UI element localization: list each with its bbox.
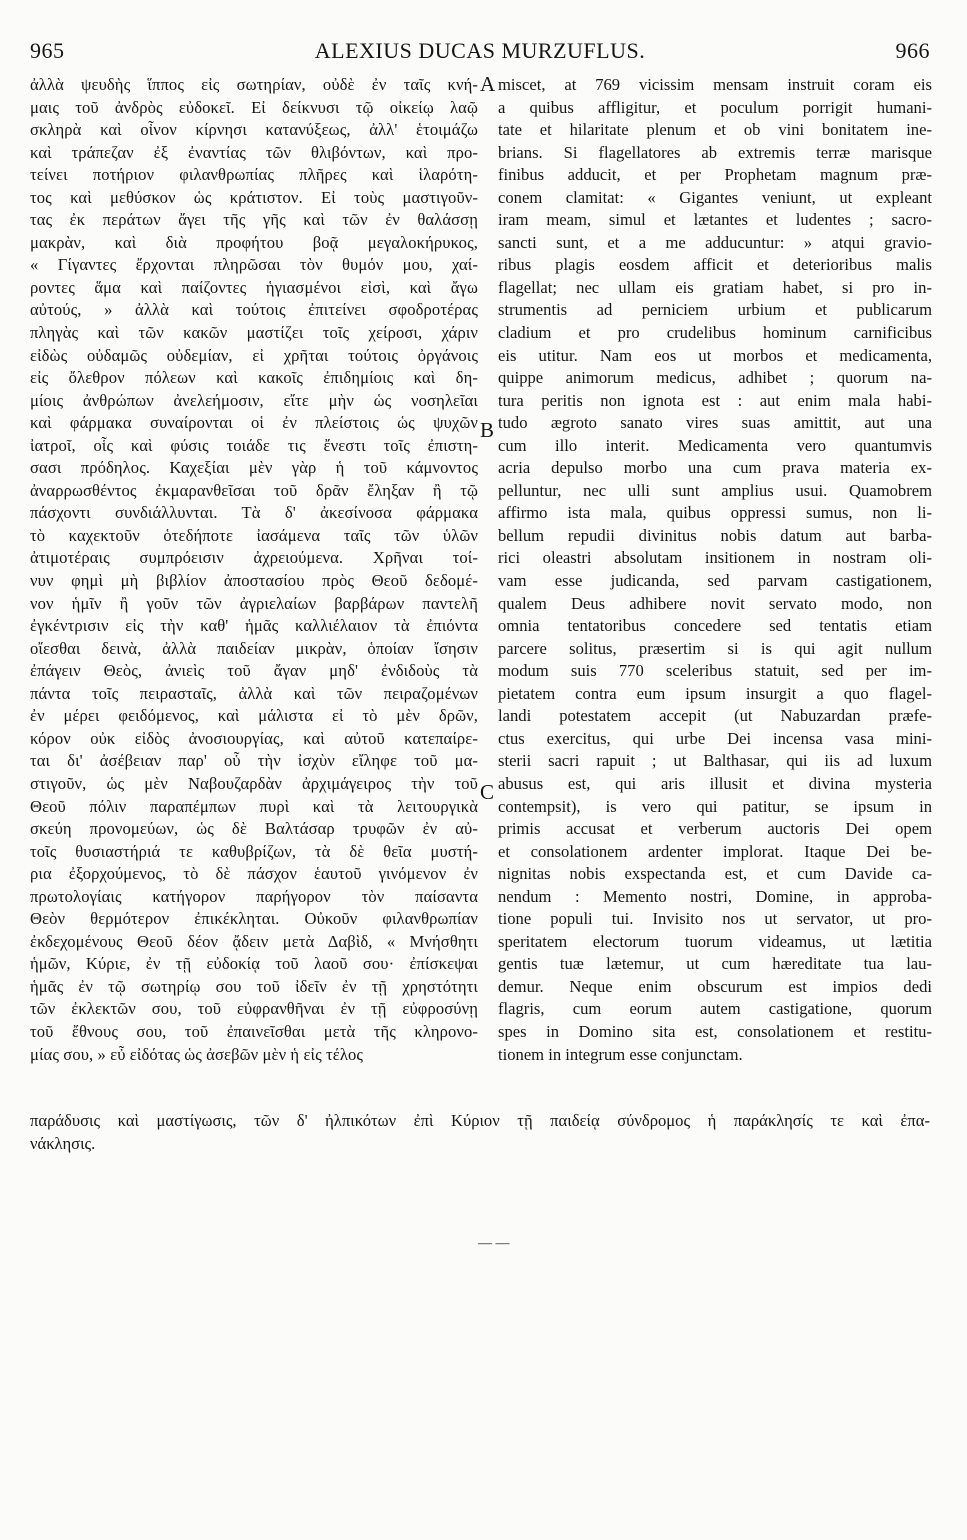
- text-line: demur. Neque enim obscurum est impios dedi: [498, 976, 932, 996]
- full-width-text: [30, 1110, 930, 1156]
- text-line: ἐκδεχομένους Θεοῦ δέον ᾄδειν μετὰ Δαβὶδ, « Μνήσθητι: [30, 931, 478, 951]
- section-marker-b: B: [480, 418, 495, 442]
- text-line: tionem in integrum esse conjunctam.: [498, 1044, 743, 1064]
- text-line: flagellat; nec ullam eis gratiam habet, si pro in-: [498, 277, 932, 297]
- text-line: τῶν ἐκλεκτῶν σου, τοῦ εὐφρανθῆναι ἐν τῇ εὐφροσύνῃ: [30, 999, 478, 1019]
- text-line: omnia tentatoribus concedere sed tentatis etiam: [498, 616, 932, 636]
- text-line: ἐν μέρει φειδόμενος, καὶ μάλιστα εἰ τὸ μὲν δρῶν,: [30, 706, 478, 726]
- text-line: Θεοῦ πόλιν παραπέμπων πυρὶ καὶ τὰ λειτουργικὰ: [30, 796, 478, 816]
- text-line: πάντα τοῖς πειρασταῖς, ἀλλὰ καὶ τῶν πειραζομένων: [30, 683, 478, 703]
- text-line: nendum : Memento nostri, Domine, in approba-: [498, 886, 932, 906]
- text-line: πάσχοντι συνδιάλλυνται. Τὰ δ' ἀκεσίνοσα φάρμακα: [30, 503, 478, 523]
- text-line: σκληρὰ καὶ οἶνον κίρνησι κατανύξεως, ἀλλ' ἑτοιμάζω: [30, 120, 478, 140]
- text-line: tudo ægroto sanato vires suas amittit, aut una: [498, 413, 932, 433]
- text-line: tione populi tui. Invisito nos ut servator, ut pro-: [498, 909, 932, 929]
- text-line: τοῦ ἔθνους σου, τοῦ ἐπαινεῖσθαι μετὰ τῆς κληρονο-: [30, 1021, 478, 1041]
- latin-column: [498, 74, 932, 1066]
- text-line: qualem Deus adhibere novit servato modo, non: [498, 593, 932, 613]
- text-line: παράδυσις καὶ μαστίγωσις, τῶν δ' ἠλπικότων ἐπὶ Κύριον τῇ παιδείᾳ σύνδρομος ἡ παράκλησίς τε καὶ ἐπα-: [30, 1111, 930, 1130]
- text-line: αὐτούς, » ἀλλὰ καὶ τούτοις ἐπιτείνει σφοδροτέρας: [30, 300, 478, 320]
- text-line: miscet, at 769 vicissim mensam instruit coram eis: [498, 75, 932, 94]
- running-title: ALEXIUS DUCAS MURZUFLUS.: [314, 38, 646, 63]
- text-line: vam esse judicanda, sed parvam castigationem,: [498, 571, 932, 591]
- text-line: κόρον οὐκ εἰδὸς ἀνοσιουργίας, καὶ αὐτοῦ κατεπαίρε-: [30, 728, 478, 748]
- text-line: Θεὸν θερμότερον ἐπικέκληται. Οὐκοῦν φιλανθρωπίαν: [30, 909, 478, 929]
- text-line: strumentis ad perniciem urbium et publicarum: [498, 300, 932, 320]
- text-line: a quibus affligitur, et poculum porrigit humani-: [498, 97, 932, 117]
- text-line: cladium et pro crudelibus hominum carnificibus: [498, 323, 932, 343]
- text-line: ἀτιμοτέραις συμπρόεισιν ἀχρειούμενα. Χρῆναι τοί-: [30, 548, 478, 568]
- text-line: flagris, cum eorum autem castigatione, quorum: [498, 999, 932, 1019]
- text-line: finibus adducit, et per Prophetam magnum præ-: [498, 165, 932, 185]
- text-line: acria depulso morbo una cum prava materia ex-: [498, 458, 932, 478]
- text-line: μαις τοῦ ἀνδρὸς εὐδοκεῖ. Εἰ δείκνυσι τῷ οἰκείῳ λαῷ: [30, 97, 478, 117]
- text-line: pelluntur, nec ulli sunt amplius usui. Quamobrem: [498, 480, 932, 500]
- text-line: rici oleastri absolutam insitionem in nostram oli-: [498, 548, 932, 568]
- text-line: τοῖς θυσιαστήριά τε καθυβρίζων, τὰ δὲ θεῖα μυστή-: [30, 841, 478, 861]
- text-line: gentis tuæ lætemur, ut cum hæreditate tua lau-: [498, 954, 932, 974]
- section-marker-c: C: [480, 780, 495, 804]
- text-line: σκεύη προνομεύων, ὡς δὲ Βαλτάσαρ τρυφῶν ἐν αὐ-: [30, 819, 478, 839]
- text-line: οἴεσθαι δεινὰ, ἀλλὰ παιδείαν μικρὰν, ὁποίαν ἴσησιν: [30, 638, 478, 658]
- text-line: πρωτολογίαις κατήγορον παρήγορον τὸν παίσαντα: [30, 886, 478, 906]
- greek-column: [30, 74, 478, 1066]
- text-line: ἡμᾶς ἐν τῷ σωτηρίῳ σου τοῦ ἰδεῖν ἐν τῇ χρηστότητι: [30, 976, 478, 996]
- text-line: ἰατροῖ, οἷς καὶ φύσις τοιάδε τις ἔνεστι τοῖς ἐπιστη-: [30, 435, 478, 455]
- text-line: τος καὶ μεθύσκον ὡς κράτιστον. Εἰ τοὺς μαστιγοῦν-: [30, 187, 478, 207]
- text-line: τας ἐκ περάτων ἄγει τῆς γῆς καὶ τῶν ἐν θαλάσσῃ: [30, 210, 478, 230]
- text-line: ἡμῶν, Κύριε, ἐν τῇ εὐδοκίᾳ τοῦ λαοῦ σου· ἐπίσκεψαι: [30, 954, 478, 974]
- text-line: eis utitur. Nam eos ut morbos et medicamenta,: [498, 345, 932, 365]
- text-line: ἐπάγειν Θεὸς, ἀνιεὶς τοῦ ἄγαν μηδ' ἐνδιδοὺς τὰ: [30, 661, 478, 681]
- text-line: primis accusat et verberum auctoris Dei opem: [498, 819, 932, 839]
- text-line: sterii sacri rapuit ; ut Balthasar, qui iis ad luxum: [498, 751, 932, 771]
- text-line: νυν φημὶ μὴ βιβλίον ἀποστασίου πρὸς Θεοῦ δεδομέ-: [30, 571, 478, 591]
- text-line: καὶ φάρμακα συναίρονται οἱ ἐν πλείστοις ὡς ψυχῶν: [30, 413, 478, 433]
- text-line: landi potestatem accepit (ut Nabuzardan præfe-: [498, 706, 932, 726]
- text-line: πληγὰς καὶ τῶν κακῶν μαστίζει τοῖς χείροσι, χάριν: [30, 323, 478, 343]
- text-line: « Γίγαντες ἔρχονται πληρῶσαι τὸν θυμόν μου, χαί-: [30, 255, 478, 275]
- text-line: sancti sunt, et a me adducuntur: » atqui gravio-: [498, 232, 932, 252]
- text-line: νάκλησις.: [30, 1134, 96, 1153]
- text-line: abusus est, qui aris illusit et divina mysteria: [498, 773, 932, 793]
- text-line: conem clamitat: « Gigantes veniunt, ut expleant: [498, 187, 932, 207]
- text-line: καὶ τράπεζαν ἐξ ἐναντίας τῶν θλιβόντων, καὶ προ-: [30, 142, 478, 162]
- text-line: contempsit), is vero qui patitur, se ipsum in: [498, 796, 932, 816]
- text-line: ἀναρρωσθέντος ἐκμαρανθεῖσαι τοῦ δρᾶν ἔληξαν ἢ τῷ: [30, 480, 478, 500]
- page-header: [30, 38, 930, 68]
- text-line: quippe animorum medicus, adhibet ; quorum na-: [498, 368, 932, 388]
- text-line: ἐγκέντρισιν εἰς τὴν καθ' ἡμᾶς καλλιέλαιον τὰ ἐπιόντα: [30, 616, 478, 636]
- text-line: parcere solitus, præsertim si is qui agit nullum: [498, 638, 932, 658]
- text-line: μακρὰν, καὶ διὰ προφήτου βοᾷ μεγαλοκήρυκος,: [30, 232, 478, 252]
- text-line: τὸ καχεκτοῦν ὁτεδήποτε ἰασάμενα ταῖς τῶν ὑλῶν: [30, 525, 478, 545]
- text-line: pietatem contra eum ipsum insurgit a quo flagel-: [498, 683, 932, 703]
- text-line: μίοις ἀνθρώπων ἀνελεήμοσιν, εἴτε μὴν ὡς νοσηλεῖαι: [30, 390, 478, 410]
- text-line: tate et hilaritate plenum et ob vini bonitatem ine-: [498, 120, 932, 140]
- bottom-mark: — —: [478, 1236, 510, 1251]
- page-number-left: 965: [30, 38, 65, 63]
- text-line: ctus exercitus, qui urbe Dei incensa vasa mini-: [498, 728, 932, 748]
- text-line: ρια ἐξορχούμενος, τὸ δὲ πάσχον ἑαυτοῦ γινόμενον ἐν: [30, 864, 478, 884]
- text-line: affirmo ista mala, quibus oppressi sumus, non li-: [498, 503, 932, 523]
- text-line: ribus plagis eosdem afficit et deterioribus malis: [498, 255, 932, 275]
- text-line: ται δι' ἀσέβειαν παρ' οὗ τὴν ἰσχὺν εἴληφε τοῦ μα-: [30, 751, 478, 771]
- text-line: bellum repudii divinitus nobis datum aut barba-: [498, 525, 932, 545]
- text-line: νον ἡμῖν ἢ γοῦν τῶν ἀγριελαίων βαρβάρων παντελῆ: [30, 593, 478, 613]
- text-line: speritatem electorum tuorum videamus, ut lætitia: [498, 931, 932, 951]
- text-line: spes in Domino sita est, consolationem et restitu-: [498, 1021, 932, 1041]
- text-line: ροντες ἅμα καὶ παίζοντες ἡγιασμένοι εἰσὶ, καὶ ἄγω: [30, 277, 478, 297]
- text-line: et consolationem ardenter implorat. Itaque Dei be-: [498, 841, 932, 861]
- text-line: modum suis 770 sceleribus statuit, sed per im-: [498, 661, 932, 681]
- text-line: στιγοῦν, ὡς μὲν Ναβουζαρδὰν ἀρχιμάγειρος τὴν τοῦ: [30, 773, 478, 793]
- text-line: brians. Si flagellatores ab extremis terræ marisque: [498, 142, 932, 162]
- text-line: ἀλλὰ ψευδὴς ἵππος εἰς σωτηρίαν, οὐδὲ ἐν ταῖς κνή-: [30, 75, 478, 94]
- text-line: cum illo interit. Medicamenta vero quantumvis: [498, 435, 932, 455]
- text-line: εἰδὼς οὐδαμῶς οὐδεμίαν, εἰ χρῆται τούτοις ὀργάνοις: [30, 345, 478, 365]
- page-number-right: 966: [895, 38, 930, 63]
- text-line: σασι πρόδηλος. Καχεξίαι μὲν γὰρ ἡ τοῦ κάμνοντος: [30, 458, 478, 478]
- text-line: εἰς ὄλεθρον πόλεων καὶ κακοῖς ἐπιδημίοις καὶ δη-: [30, 368, 478, 388]
- text-line: τείνει ποτήριον φιλανθρωπίας πλῆρες καὶ ἱλαρότη-: [30, 165, 478, 185]
- text-line: μίας σου, » εὖ εἰδότας ὡς ἀσεβῶν μὲν ἡ εἰς τέλος: [30, 1044, 364, 1064]
- text-line: tura peritis non ignota est : aut enim mala habi-: [498, 390, 932, 410]
- section-marker-a: A: [480, 72, 496, 96]
- text-line: iram meam, simul et lætantes et ludentes ; sacro-: [498, 210, 932, 230]
- text-line: nignitas nobis exspectanda est, et cum Davide ca-: [498, 864, 932, 884]
